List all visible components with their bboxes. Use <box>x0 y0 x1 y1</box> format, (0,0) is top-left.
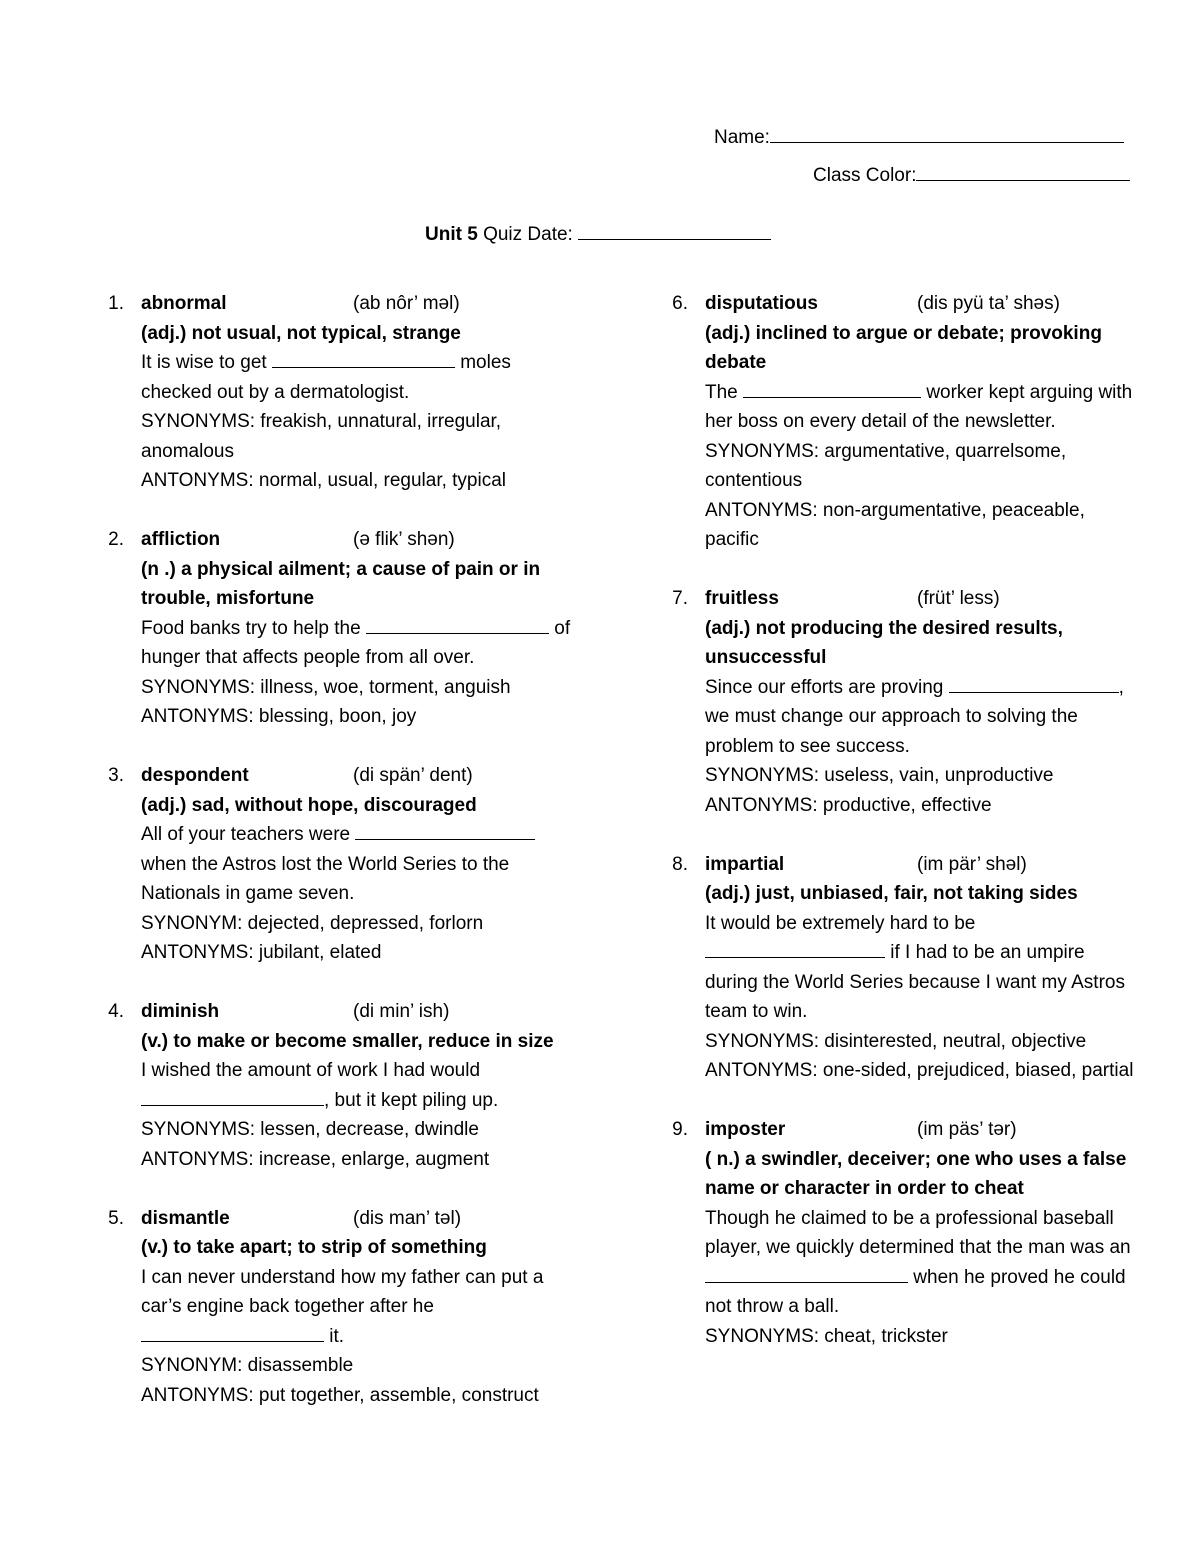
quiz-date-blank[interactable] <box>578 223 771 240</box>
synonyms: SYNONYMS: freakish, unnatural, irregular, anomalous <box>141 411 502 462</box>
answer-blank[interactable] <box>272 349 455 368</box>
entry-number: 4. <box>108 1001 124 1022</box>
sentence-after-blank: of hunger that affects people from all over. <box>141 617 571 668</box>
synonyms: SYNONYM: disassemble <box>141 1355 354 1376</box>
entry-number: 3. <box>108 765 124 786</box>
pronunciation: (ab nôr’ məl) <box>353 293 460 314</box>
sentence-after-blank: if I had to be an umpire during the World Series because I want my Astros team to win. <box>705 942 1125 1022</box>
definition: (adj.) sad, without hope, discouraged <box>141 794 477 816</box>
vocab-column-right <box>668 289 1138 1381</box>
definition: (adj.) inclined to argue or debate; provoking debate <box>705 322 1102 373</box>
entry-headline <box>705 850 1138 880</box>
entry-number: 2. <box>108 529 124 550</box>
pronunciation: (di min’ ish) <box>353 1001 450 1022</box>
name-label: Name: <box>714 127 770 148</box>
vocab-entry <box>668 584 1138 820</box>
entry-number: 5. <box>108 1207 124 1229</box>
synonyms: SYNONYMS: disinterested, neutral, objective <box>705 1030 1087 1052</box>
sentence-before-blank: The <box>705 381 738 403</box>
example-sentence <box>705 1204 1138 1322</box>
entry-number: 1. <box>108 293 124 314</box>
sentence-after-blank: it. <box>329 1325 345 1347</box>
answer-blank[interactable] <box>366 615 549 634</box>
vocab-entry <box>668 850 1138 1086</box>
sentence-after-blank: when the Astros lost the World Series to the Nationals in game seven. <box>141 853 510 904</box>
synonyms: SYNONYMS: illness, woe, torment, anguish <box>141 676 511 698</box>
entry-headline <box>141 761 574 791</box>
vocab-entry <box>668 1115 1138 1351</box>
vocab-word: fruitless <box>705 588 779 609</box>
antonyms: ANTONYMS: non-argumentative, peaceable, pacific <box>705 499 1085 550</box>
answer-blank[interactable] <box>705 1264 908 1283</box>
vocab-entry <box>668 289 1138 555</box>
pronunciation: (im pär’ shəl) <box>917 853 1027 875</box>
antonyms: ANTONYMS: productive, effective <box>705 794 992 816</box>
example-sentence <box>705 909 1138 1027</box>
vocab-word: abnormal <box>141 293 227 314</box>
unit-label: Unit 5 <box>425 224 478 245</box>
definition: (n .) a physical ailment; a cause of pain or in trouble, misfortune <box>141 558 541 609</box>
vocab-entry <box>104 525 574 732</box>
vocab-word: impartial <box>705 853 785 875</box>
quiz-date-label: Quiz Date: <box>483 224 573 245</box>
example-sentence <box>705 378 1138 437</box>
antonyms: ANTONYMS: normal, usual, regular, typical <box>141 470 507 491</box>
vocab-entry <box>104 289 574 496</box>
synonyms: SYNONYM: dejected, depressed, forlorn <box>141 912 484 934</box>
class-color-label: Class Color: <box>813 165 917 186</box>
synonyms: SYNONYMS: useless, vain, unproductive <box>705 765 1054 786</box>
entry-headline <box>705 1115 1138 1145</box>
pronunciation: (dis man’ təl) <box>353 1207 462 1229</box>
example-sentence <box>141 820 574 909</box>
synonyms: SYNONYMS: cheat, trickster <box>705 1325 948 1347</box>
quiz-date-row <box>425 223 771 246</box>
entry-headline <box>141 525 574 555</box>
answer-blank[interactable] <box>141 1323 324 1342</box>
answer-blank[interactable] <box>949 674 1119 693</box>
pronunciation: (di spän’ dent) <box>353 765 473 786</box>
vocab-word: dismantle <box>141 1207 230 1229</box>
synonyms: SYNONYMS: argumentative, quarrelsome, contentious <box>705 440 1067 491</box>
entry-number: 9. <box>672 1119 688 1140</box>
answer-blank[interactable] <box>141 1087 324 1106</box>
answer-blank[interactable] <box>705 939 885 958</box>
entry-headline <box>705 584 1138 614</box>
example-sentence <box>141 1056 574 1115</box>
entry-number: 6. <box>672 293 688 314</box>
pronunciation: (früt’ less) <box>917 588 1000 609</box>
vocab-column-left <box>104 289 574 1440</box>
sentence-after-blank: , we must change our approach to solving the problem to see success. <box>705 676 1124 757</box>
sentence-after-blank: worker kept arguing with her boss on every detail of the newsletter. <box>705 381 1133 432</box>
definition: ( n.) a swindler, deceiver; one who uses a false name or character in order to cheat <box>705 1148 1127 1199</box>
answer-blank[interactable] <box>743 379 921 398</box>
entry-headline <box>141 289 574 319</box>
vocab-entry <box>104 997 574 1174</box>
sentence-before-blank: I wished the amount of work I had would <box>141 1060 481 1081</box>
vocab-entry <box>104 761 574 968</box>
entry-headline <box>705 289 1138 319</box>
name-field-row <box>714 126 1124 149</box>
entry-headline <box>141 1204 574 1234</box>
definition: (v.) to take apart; to strip of something <box>141 1237 487 1258</box>
vocab-word: affliction <box>141 529 221 550</box>
sentence-after-blank: , but it kept piling up. <box>324 1089 499 1111</box>
sentence-after-blank: when he proved he could not throw a ball. <box>705 1266 1126 1317</box>
antonyms: ANTONYMS: blessing, boon, joy <box>141 706 417 727</box>
example-sentence <box>705 673 1138 762</box>
sentence-before-blank: Food banks try to help the <box>141 617 361 639</box>
definition: (adj.) not usual, not typical, strange <box>141 322 461 344</box>
antonyms: ANTONYMS: one-sided, prejudiced, biased, partial <box>705 1060 1134 1081</box>
antonyms: ANTONYMS: increase, enlarge, augment <box>141 1148 490 1170</box>
example-sentence <box>141 348 574 407</box>
vocab-word: imposter <box>705 1119 786 1140</box>
sentence-before-blank: It is wise to get <box>141 352 267 373</box>
class-color-blank[interactable] <box>916 164 1130 181</box>
entry-headline <box>141 997 574 1027</box>
class-color-field-row <box>813 164 1130 187</box>
synonyms: SYNONYMS: lessen, decrease, dwindle <box>141 1119 479 1140</box>
sentence-before-blank: All of your teachers were <box>141 824 351 845</box>
answer-blank[interactable] <box>355 821 535 840</box>
sentence-before-blank: Though he claimed to be a professional baseball player, we quickly determined that the man was an <box>705 1207 1131 1258</box>
sentence-before-blank: It would be extremely hard to be <box>705 912 976 934</box>
definition: (adj.) just, unbiased, fair, not taking sides <box>705 883 1078 904</box>
sentence-before-blank: Since our efforts are proving <box>705 676 944 698</box>
definition: (adj.) not producing the desired results, unsuccessful <box>705 617 1063 668</box>
entry-number: 8. <box>672 853 688 875</box>
antonyms: ANTONYMS: jubilant, elated <box>141 942 382 963</box>
vocab-word: diminish <box>141 1001 220 1022</box>
vocab-word: disputatious <box>705 293 818 314</box>
example-sentence <box>141 1263 574 1352</box>
definition: (v.) to make or become smaller, reduce in size <box>141 1030 554 1052</box>
vocab-word: despondent <box>141 765 249 786</box>
sentence-after-blank: moles checked out by a dermatologist. <box>141 352 511 403</box>
pronunciation: (im päs’ tər) <box>917 1119 1017 1140</box>
vocab-entry <box>104 1204 574 1411</box>
example-sentence <box>141 614 574 673</box>
sentence-before-blank: I can never understand how my father can put a car’s engine back together after he <box>141 1266 544 1317</box>
name-blank[interactable] <box>770 126 1124 143</box>
pronunciation: (ə flik’ shən) <box>353 529 455 550</box>
pronunciation: (dis pyü ta’ shəs) <box>917 293 1060 314</box>
entry-number: 7. <box>672 588 688 609</box>
antonyms: ANTONYMS: put together, assemble, construct <box>141 1384 539 1406</box>
